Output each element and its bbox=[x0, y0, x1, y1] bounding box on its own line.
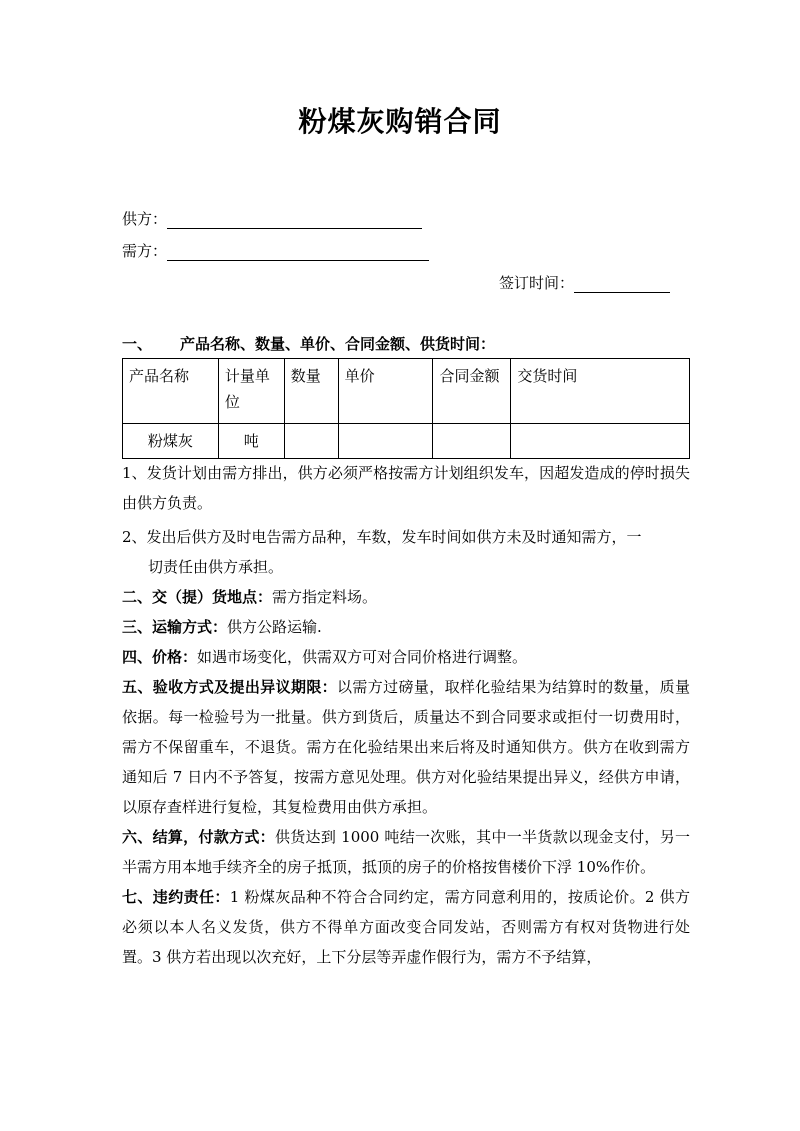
section-5-heading: 五、验收方式及提出异议期限： bbox=[122, 678, 338, 696]
section-7 bbox=[122, 882, 690, 972]
supplier-label: 供方： bbox=[122, 210, 168, 228]
section-2 bbox=[122, 582, 690, 612]
clause-1: 1、发货计划由需方排出，供方必须严格按需方计划组织发车，因超发造成的停时损失由供方负责。 bbox=[122, 464, 690, 512]
buyer-label: 需方： bbox=[122, 242, 168, 260]
table-header-cell: 合同金额 bbox=[433, 359, 511, 424]
buyer-blank bbox=[167, 244, 429, 261]
table-cell bbox=[433, 424, 511, 459]
table-header-cell: 单价 bbox=[338, 359, 433, 424]
section-7-text: 1 粉煤灰品种不符合合同约定，需方同意利用的，按质论价。2 供方必须以本人名义发货，供方不得单方面改变合同发站，否则需方有权对货物进行处置。3 供方若出现以次充好，上下分层等弄虚作假行为，需方不予结算， bbox=[122, 888, 690, 966]
section-5-text: 以需方过磅量，取样化验结果为结算时的数量，质量依据。每一检验号为一批量。供方到货后，质量达不到合同要求或拒付一切费用时，需方不保留重车，不退货。需方在化验结果出来后将及时通知供方。供方在收到需方通知后 7 日内不予答复，按需方意见处理。供方对化验结果提出异义，经供方申请，以原存查样进行复检，其复检费用由供方承担。 bbox=[122, 678, 690, 816]
signing-date-field bbox=[499, 272, 670, 293]
section-6 bbox=[122, 822, 690, 882]
table-cell bbox=[511, 424, 690, 459]
product-table bbox=[122, 358, 690, 459]
section-4 bbox=[122, 642, 690, 672]
table-header-cell: 交货时间 bbox=[511, 359, 690, 424]
supplier-blank bbox=[167, 212, 422, 229]
section-2-text: 需方指定料场。 bbox=[272, 588, 378, 606]
section-3-heading: 三、运输方式： bbox=[122, 618, 228, 636]
clause-2: 2、发出后供方及时电告需方品种，车数，发车时间如供方未及时通知需方，一 bbox=[122, 528, 642, 546]
section-1-heading bbox=[122, 333, 495, 354]
document-title: 粉煤灰购销合同 bbox=[298, 105, 502, 138]
clause-2-continued: 切责任由供方承担。 bbox=[148, 558, 284, 576]
section-6-heading: 六、结算，付款方式： bbox=[122, 828, 275, 846]
table-header-cell: 产品名称 bbox=[123, 359, 219, 424]
supplier-field bbox=[122, 208, 422, 229]
section-3 bbox=[122, 612, 690, 642]
section-5 bbox=[122, 672, 690, 822]
table-row bbox=[123, 424, 690, 459]
table-cell bbox=[338, 424, 433, 459]
section-1-number: 一、 bbox=[122, 335, 153, 353]
buyer-field bbox=[122, 240, 429, 261]
section-3-text: 供方公路运输. bbox=[227, 618, 322, 636]
contract-body bbox=[122, 458, 690, 972]
table-header-cell: 数量 bbox=[284, 359, 338, 424]
section-7-heading: 七、违约责任： bbox=[122, 888, 230, 906]
table-header-row bbox=[123, 359, 690, 424]
section-1-title: 产品名称、数量、单价、合同金额、供货时间： bbox=[180, 335, 496, 353]
signing-date-blank bbox=[574, 276, 670, 293]
table-cell: 吨 bbox=[218, 424, 284, 459]
section-2-heading: 二、交（提）货地点： bbox=[122, 588, 273, 606]
table-cell: 粉煤灰 bbox=[123, 424, 219, 459]
section-4-heading: 四、价格： bbox=[122, 648, 198, 666]
section-4-text: 如遇市场变化，供需双方可对合同价格进行调整。 bbox=[197, 648, 528, 666]
signing-date-label: 签订时间： bbox=[499, 274, 575, 292]
table-cell bbox=[284, 424, 338, 459]
table-header-cell: 计量单位 bbox=[218, 359, 284, 424]
section-6-text: 供货达到 1000 吨结一次账，其中一半货款以现金支付，另一半需方用本地手续齐全的房子抵顶，抵顶的房子的价格按售楼价下浮 10%作价。 bbox=[122, 828, 690, 876]
